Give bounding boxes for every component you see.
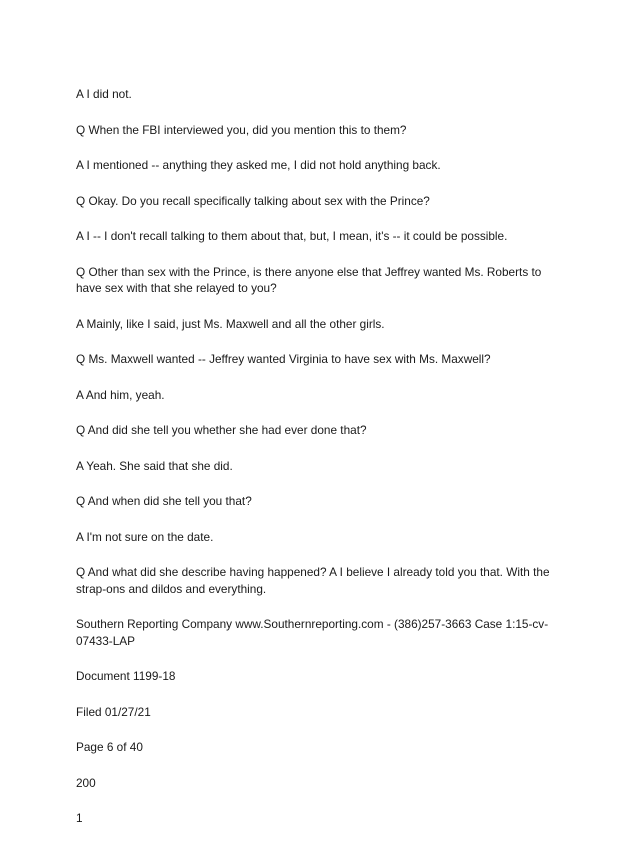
footer-transcript-page: 200 <box>76 775 96 790</box>
transcript-question: Q When the FBI interviewed you, did you mention this to them? <box>76 122 407 137</box>
transcript-question: Q And when did she tell you that? <box>76 494 252 508</box>
footer-filed-date: Filed 01/27/21 <box>76 704 151 719</box>
footer-source-line: Southern Reporting Company www.Southernreporting.com - (386)257-3663 Case 1:15-cv-07433-LAP <box>76 617 549 648</box>
transcript-answer: A I -- I don't recall talking to them about that, but, I mean, it's -- it could be possible. <box>76 229 508 243</box>
transcript-question: Q Other than sex with the Prince, is there anyone else that Jeffrey wanted Ms. Roberts to have sex with that she relayed to you? <box>76 264 542 295</box>
transcript-answer: A I mentioned -- anything they asked me, I did not hold anything back. <box>76 158 441 172</box>
transcript-answer: A And him, yeah. <box>76 387 165 402</box>
transcript-question: Q Ms. Maxwell wanted -- Jeffrey wanted Virginia to have sex with Ms. Maxwell? <box>76 352 491 366</box>
transcript-question: Q Okay. Do you recall specifically talking about sex with the Prince? <box>76 193 430 208</box>
transcript-question: Q And what did she describe having happened? A I believe I already told you that. With the strap-ons and dildos and everything. <box>76 565 550 596</box>
footer-page-of: Page 6 of 40 <box>76 740 143 754</box>
document-body <box>76 86 566 846</box>
transcript-answer: A Yeah. She said that she did. <box>76 458 233 473</box>
transcript-answer: A I did not. <box>76 87 132 101</box>
transcript-answer: A Mainly, like I said, just Ms. Maxwell and all the other girls. <box>76 316 385 331</box>
footer-line-number: 1 <box>76 811 83 825</box>
footer-document-number: Document 1199-18 <box>76 669 176 683</box>
transcript-answer: A I'm not sure on the date. <box>76 529 214 544</box>
transcript-question: Q And did she tell you whether she had ever done that? <box>76 423 367 437</box>
